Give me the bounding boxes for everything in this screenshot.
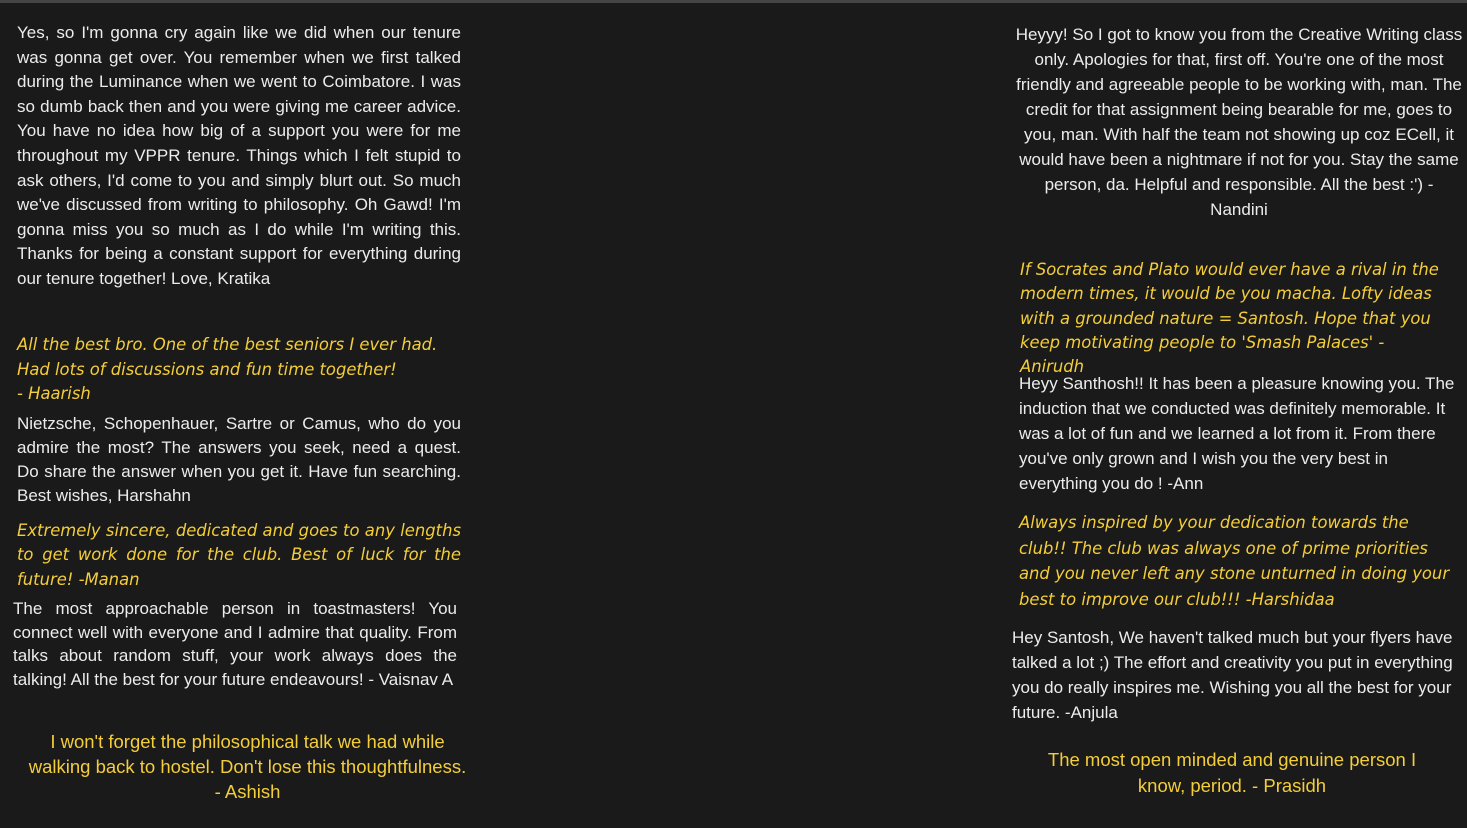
message-vaisnav: The most approachable person in toastmasters! You connect well with everyone and I admire that quality. From talks about random stuff, your work always does the talking! All the best for your future endeavours! - Vaisnav A: [13, 599, 457, 690]
message-ashish: [10, 729, 485, 804]
message-manan: Extremely sincere, dedicated and goes to any lengths to get work done for the club. Best of luck for the future! -Manan: [17, 521, 461, 589]
message-ashish-line: walking back to hostel. Don't lose this thoughtfulness.: [28, 756, 467, 777]
message-prasidh: [1012, 747, 1452, 798]
message-harshahn: Nietzsche, Schopenhauer, Sartre or Camus, who do you admire the most? The answers you seek, need a quest. Do share the answer when you get it. Have fun searching. Best wishes, Harshahn: [17, 414, 461, 505]
message-haarish-signature: - Haarish: [17, 384, 91, 404]
message-ashish-signature: - Ashish: [214, 781, 281, 802]
message-haarish: [17, 333, 467, 407]
message-anirudh: If Socrates and Plato would ever have a rival in the modern times, it would be you macha. Lofty ideas with a grounded nature = Santosh. Hope that you keep motivating people to 'Smash Palaces' - Anirudh: [1020, 260, 1439, 377]
message-ashish-line: I won't forget the philosophical talk we had while: [50, 731, 445, 752]
message-prasidh-line: know, period. - Prasidh: [1137, 774, 1327, 796]
message-anjula: Hey Santosh, We haven't talked much but your flyers have talked a lot ;) The effort and creativity you put in everything you do really inspires me. Wishing you all the best for your future. -Anjula: [1012, 628, 1453, 722]
message-haarish-line: Had lots of discussions and fun time together!: [17, 359, 397, 379]
message-ann: Heyy Santhosh!! It has been a pleasure knowing you. The induction that we conducted was definitely memorable. It was a lot of fun and we learned a lot from it. From there you've only grown and I wish you the very best in everything you do ! -Ann: [1019, 374, 1455, 493]
message-haarish-line: All the best bro. One of the best seniors I ever had.: [17, 335, 438, 354]
message-kratika: Yes, so I'm gonna cry again like we did when our tenure was gonna get over. You remember when we first talked during the Luminance when we went to Coimbatore. I was so dumb back then and you were giving me career advice. You have no idea how big of a support you were for me throughout my VPPR tenure. Things which I felt stupid to ask others, I'd come to you and simply blurt out. So much we've discussed from writing to philosophy. Oh Gawd! I'm gonna miss you so much as I do while I'm writing this. Thanks for being a constant support for everything during our tenure together! Love, Kratika: [17, 23, 461, 288]
message-nandini: Heyyy! So I got to know you from the Creative Writing class only. Apologies for that, first off. You're one of the most friendly and agreeable people to be working with, man. The credit for that assignment being bearable for me, goes to you, man. With half the team not showing up coz ECell, it would have been a nightmare if not for you. Stay the same person, da. Helpful and responsible. All the best :') - Nandini: [1015, 25, 1463, 219]
message-harshidaa: Always inspired by your dedication towards the club!! The club was always one of prime priorities and you never left any stone unturned in doing your best to improve our club!!! -Harshidaa: [1019, 513, 1450, 609]
message-prasidh-line: The most open minded and genuine person I: [1047, 749, 1417, 770]
